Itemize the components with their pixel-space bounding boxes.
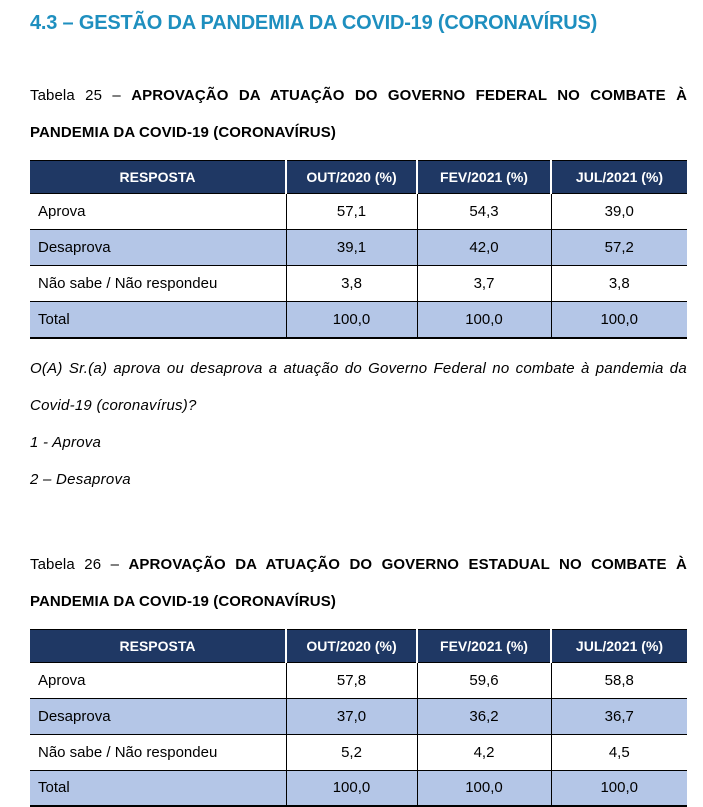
value-cell: 39,1: [286, 230, 417, 266]
table-row-total: [30, 770, 687, 806]
value-cell: 100,0: [417, 302, 551, 338]
table-26: [30, 629, 687, 807]
table-row-desaprova: [30, 230, 687, 266]
table-row-total: [30, 302, 687, 338]
value-cell: 58,8: [551, 662, 687, 698]
table-25-header: [30, 161, 687, 194]
value-cell: 54,3: [417, 194, 551, 230]
header-cell-out-2020: OUT/2020 (%): [286, 161, 417, 194]
row-label: Não sabe / Não respondeu: [30, 734, 286, 770]
table-row-nao-sabe: [30, 734, 687, 770]
value-cell: 3,8: [286, 266, 417, 302]
value-cell: 37,0: [286, 698, 417, 734]
value-cell: 59,6: [417, 662, 551, 698]
row-label: Aprova: [30, 662, 286, 698]
table-25-footnotes: [30, 350, 687, 498]
value-cell: 57,1: [286, 194, 417, 230]
table-header-row: [30, 161, 687, 194]
table-25-caption: [30, 77, 687, 151]
value-cell: 3,8: [551, 266, 687, 302]
value-cell: 57,2: [551, 230, 687, 266]
value-cell: 100,0: [286, 770, 417, 806]
table-row-desaprova: [30, 698, 687, 734]
value-cell: 39,0: [551, 194, 687, 230]
row-label: Não sabe / Não respondeu: [30, 266, 286, 302]
table-26-header: [30, 629, 687, 662]
section-title: 4.3 – GESTÃO DA PANDEMIA DA COVID-19 (CORONAVÍRUS): [30, 12, 687, 35]
table-25: [30, 160, 687, 339]
table-row-aprova: [30, 662, 687, 698]
header-cell-jul-2021: JUL/2021 (%): [551, 161, 687, 194]
value-cell: 100,0: [417, 770, 551, 806]
row-label: Aprova: [30, 194, 286, 230]
answer-option-2: 2 – Desaprova: [30, 461, 687, 498]
value-cell: 100,0: [551, 770, 687, 806]
value-cell: 57,8: [286, 662, 417, 698]
row-label: Total: [30, 770, 286, 806]
table-25-caption-title: APROVAÇÃO DA ATUAÇÃO DO GOVERNO FEDERAL NO COMBATE À PANDEMIA DA COVID-19 (CORONAVÍRUS): [30, 87, 687, 141]
table-26-caption-prefix: Tabela 26 –: [30, 556, 129, 573]
header-cell-resposta: RESPOSTA: [30, 161, 286, 194]
table-header-row: [30, 629, 687, 662]
value-cell: 4,2: [417, 734, 551, 770]
survey-question-text: O(A) Sr.(a) aprova ou desaprova a atuação do Governo Federal no combate à pandemia da Covid-19 (coronavírus)?: [30, 350, 687, 424]
header-cell-fev-2021: FEV/2021 (%): [417, 161, 551, 194]
table-row-nao-sabe: [30, 266, 687, 302]
value-cell: 36,2: [417, 698, 551, 734]
row-label: Total: [30, 302, 286, 338]
header-cell-resposta: RESPOSTA: [30, 629, 286, 662]
table-25-caption-prefix: Tabela 25 –: [30, 87, 131, 104]
value-cell: 3,7: [417, 266, 551, 302]
row-label: Desaprova: [30, 230, 286, 266]
header-cell-out-2020: OUT/2020 (%): [286, 629, 417, 662]
row-label: Desaprova: [30, 698, 286, 734]
table-row-aprova: [30, 194, 687, 230]
table-26-caption-title: APROVAÇÃO DA ATUAÇÃO DO GOVERNO ESTADUAL NO COMBATE À PANDEMIA DA COVID-19 (CORONAVÍRUS): [30, 556, 687, 610]
header-cell-fev-2021: FEV/2021 (%): [417, 629, 551, 662]
value-cell: 100,0: [286, 302, 417, 338]
table-26-caption: [30, 546, 687, 620]
value-cell: 36,7: [551, 698, 687, 734]
header-cell-jul-2021: JUL/2021 (%): [551, 629, 687, 662]
value-cell: 42,0: [417, 230, 551, 266]
value-cell: 5,2: [286, 734, 417, 770]
value-cell: 4,5: [551, 734, 687, 770]
value-cell: 100,0: [551, 302, 687, 338]
answer-option-1: 1 - Aprova: [30, 424, 687, 461]
